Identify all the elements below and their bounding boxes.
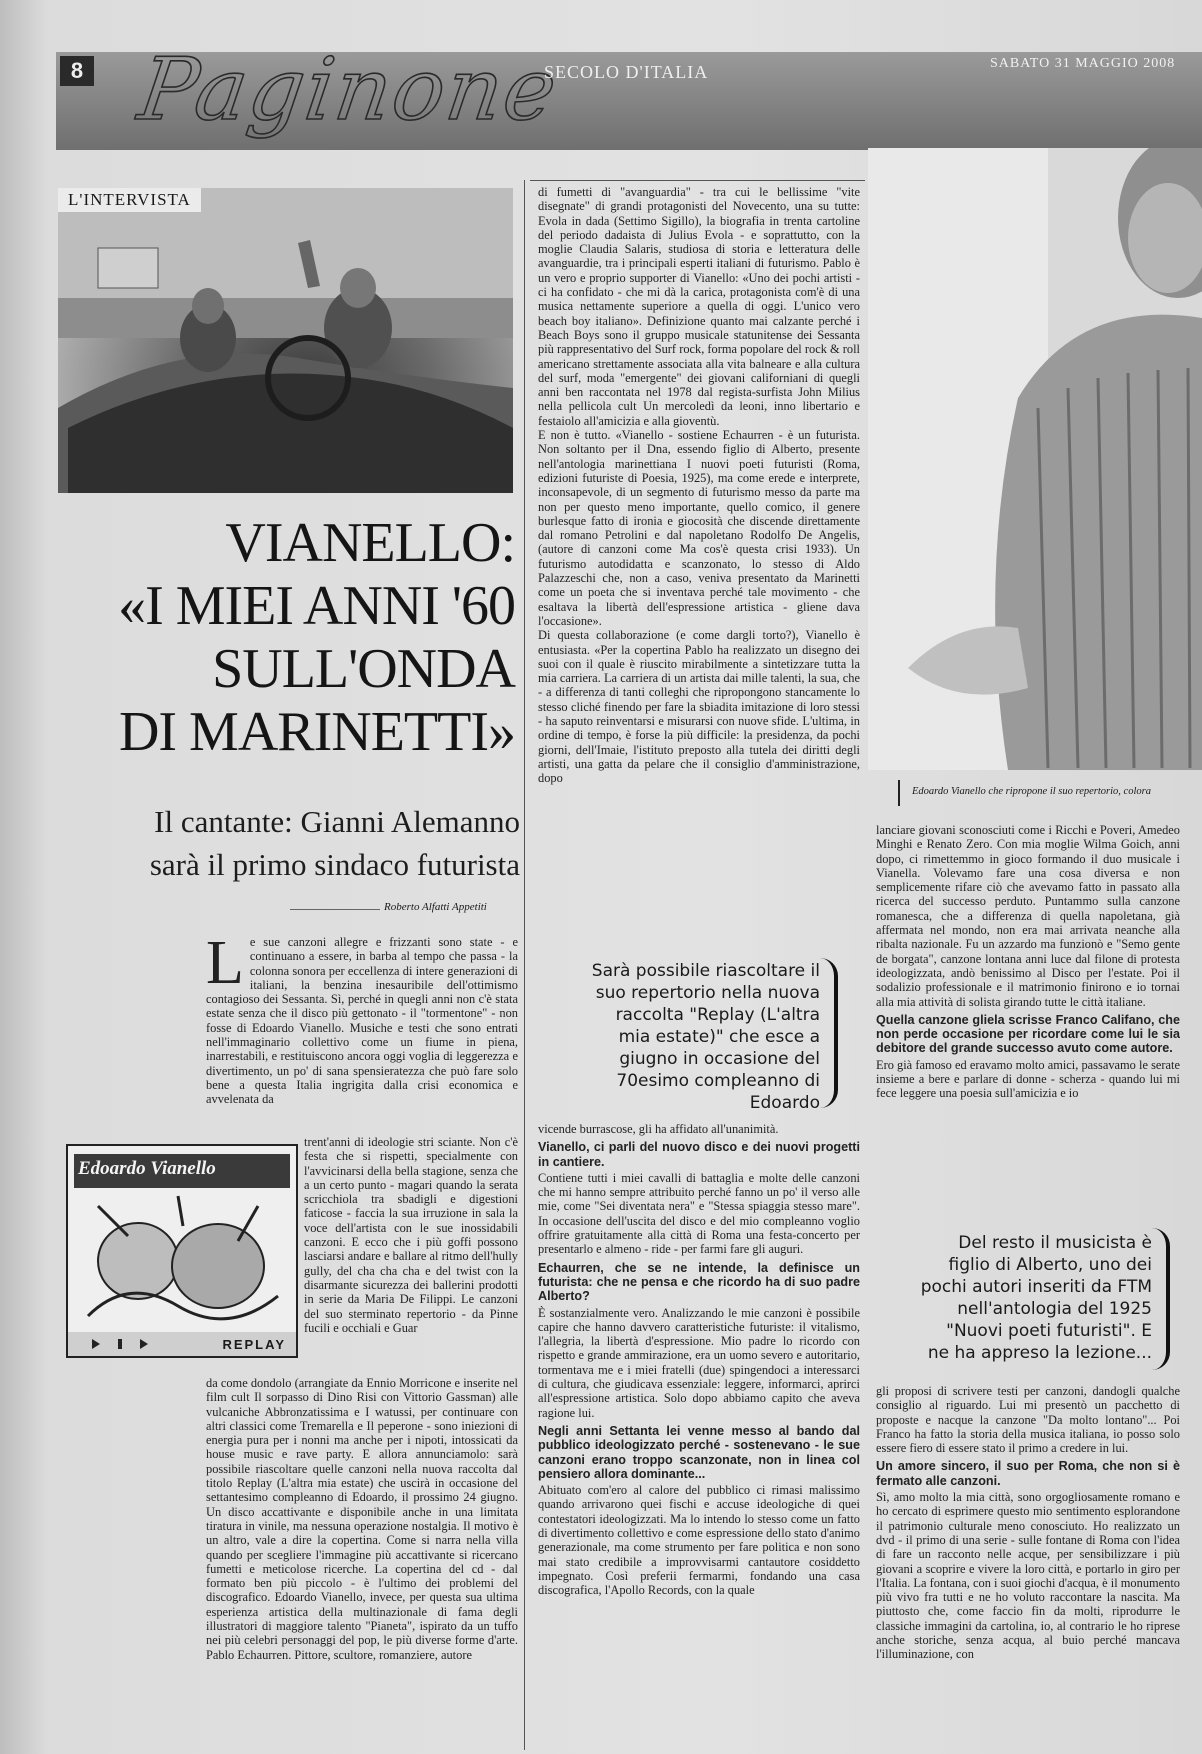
question-2: Echaurren, che se ne intende, la definisce un futurista: che ne pensa e che ricordo ha di suo padre Alberto? [538,1260,860,1304]
drop-cap: L [206,935,244,997]
portrait-illustration [868,148,1202,770]
answer-3: Abituato com'ero al calore del pubblico ci rimasi malissimo quando arrivarono quei fischi e accuse ideologiche di quei contestatori ideologizzati. Ma lo intendo lo stesso come un fatto di divertimento collettivo e come espressione dello stato d'animo generazionale, ma come strumento per fare politica e non sono mai stato credibile a improvvisarmi cantautore cosiddetto impegnato. Così preferii fermarmi, fondando una casa discografica, l'Apollo Records, con la quale [538,1483,860,1598]
headline-line-1: VIANELLO: [225,512,515,574]
subheadline-line-1: Il cantante: Gianni Alemanno [154,804,520,839]
question-1: Vianello, ci parli del nuovo disco e dei nuovi progetti in cantiere. [538,1140,860,1169]
subheadline [60,800,520,886]
col3-para-1: lanciare giovani sconosciuti come i Ricchi e Poveri, Amedeo Minghi e Renato Zero. Con mia moglie Wilma Goich, anni dopo, ci rimettemmo in gioco formando il duo musicale i Vianella. Volevamo fare una cosa diversa e non semplicemente rifare ciò che avevamo fatto in passato alla ricerca del successo perduto. Puntammo sulla canzone romanesca, che a differenza di quella napoletana, già affermata nel mondo, non era mai arrivata neanche alla ribalta nazionale. Fu un azzardo ma funzionò e "Semo gente de borgata", canzone lontana anni luce dal filone di protesta ideologizzata, andò benissimo al Disco per l'estate. Poi il sodalizio professionale e il matrimonio finirono e io tornai alla mia attività di solista girando tutte le città italiane. [876,823,1180,1009]
question-4: Quella canzone gliela scrisse Franco Califano, che non perde occasione per ricordare come lui le sia debitore del grande successo avuto come autore. [876,1012,1180,1056]
cover-title: Edoardo Vianello [78,1158,216,1179]
col2-para-1: di fumetti di "avanguardia" - tra cui le bellissime "vite disegnate" di grandi protagonisti del Novecento, una su tutte: Evola in dada (Settimo Sigillo), la biografia in trenta cartoline del periodo dadaista di Julius Evola - e soprattutto, con la moglie Claudia Salaris, studiosa di storia e letteratura delle avanguardie, tra i principali esperti italiani di futurismo. Pablo è un vero e proprio supporter di Vianello: «Uno dei pochi artisti - ci ha confidato - che mi dà la carica, protagonista com'è di una musica nettamente superiore a quella di oggi. L'unico vero beach boy italiano». Definizione quanto mai calzante perché i Beach Boys sono il gruppo musicale statunitense dei Sessanta più rappresentativo del Surf rock, forma popolare del rock & roll americano strettamente associata alla vita balneare e alla cultura del surf, moda "emergente" dei giovani californiani di quegli anni ben raccontata nel 1978 dal regista-surfista John Milius nella pellicola cult Un mercoledì da leoni, inno libertario e festaiolo all'amicizia e alla gioventù. [538,185,860,428]
article-column-3-upper [876,823,1180,1208]
question-5: Un amore sincero, il suo per Roma, che non si è fermato alle canzoni. [876,1459,1180,1488]
article-column-1-intro [206,935,518,1135]
subheadline-line-2: sarà il primo sindaco futurista [149,847,520,882]
headline-line-2: «I MIEI ANNI '60 [118,575,515,637]
cover-label: REPLAY [222,1337,286,1352]
col3-para-2: gli proposi di scrivere testi per canzoni, dandogli qualche consiglio al riguardo. Lui mi presentò un pacchetto di proposte e nacque la canzone "Da molto lontano"... Poi Franco ha fatto la storia della musica italiana, io posso solo essere fiero di essere stato il primo a credere in lui. [876,1384,1180,1456]
article-column-1-lower [206,1376,518,1750]
headline [60,512,515,764]
pull-quote-2-brace [1152,1228,1170,1370]
col2-para-3: Di questa collaborazione (e come dargli torto?), Vianello è entusiasta. «Per la copertina Pablo ha realizzato un disegno dei suoi con il quale è riuscito mirabilmente a sintetizzare tutta la mia carriera. La carriera di un artista dai mille talenti, la sua, che - a differenza di tanti colleghi che ripropongono stancamente lo stesso cliché finendo per fare la sbiadita imitazione di loro stessi - ha saputo reinventarsi e misurarsi con nuove sfide. L'ultima, in ordine di tempo, è forse la più difficile: la presidenza, da pochi giorni, dell'Imaie, l'istituto preposto alla tutela dei diritti degli artisti, una gatta da pelare che il consiglio d'amministrazione, dopo [538,628,860,786]
answer-1: Contiene tutti i miei cavalli di battaglia e molte delle canzoni che mi hanno sempre attribuito perché fanno un po' il verso alle mie, come "Sei diventata nera" e "Stessa spiaggia stesso mare". In occasione dell'uscita del disco e del mio compleanno voglio offrire gratuitamente alla città di Roma una festa-concerto per presentarlo e almeno - ride - per farmi fare gli auguri. [538,1170,860,1257]
intro-text: e sue canzoni allegre e frizzanti sono state - e continuano a essere, in barba al tempo che passa - la colonna sonora per eccellenza di intere generazioni di italiani, la benzina inesauribile dell'ottimismo contagioso dei Sessanta. Sì, perché in quegli anni non c'è stata estate senza che il disco più gettonato - il "tormentone" - non fosse di Edoardo Vianello. Musiche e testi che sono entrati nell'immaginario collettivo come un fiume in piena, inarrestabili, e restituiscono ancora oggi voglia di leggerezza e divertimento, un po' di sana spensieratezza che può fare solo bene a questa Italia ingrigita dalla crisi economica e avvelenata da [206,935,518,1107]
answer-2: È sostanzialmente vero. Analizzando le mie canzoni è possibile capire che hanno davvero caratteristiche futuriste: il vitalismo, l'allegria, la libertà d'espressione. Mio padre lo ricordo con rispetto e grande ammirazione, era un uomo severo e autoritario, tormentava me e i miei fratelli (due) spingendoci a interessarci di cultura, che giudicava essenziale: leggere, informarci, aprirci all'espressione artistica. Solo dopo abbiamo capito che aveva ragione lui. [538,1305,860,1420]
portrait-photo [868,148,1202,770]
article-column-3-lower [876,1384,1180,1750]
headline-line-3: SULL'ONDA [212,638,515,700]
section-title: Paginone [132,40,565,140]
replay-album-cover [66,1144,298,1358]
col2-para-2: E non è tutto. «Vianello - sostiene Echaurren - è un futurista. Non soltanto per il Dna, essendo figlio di Alberto, presente nell'antologia marinettiana I nuovi poeti futuristi (Roma, edizioni futuriste di Poesia, 1925), ma come erede e interprete, inconsapevole, di un segmento di futurismo messo da parte ma non per questo meno importante, quello comico, il genere burlesque fatto di ironia e giocosità che discende direttamente dal romano Petrolini e dal napoletano Rodolfo De Angelis, (autore di canzoni come Ma cos'è questa crisi 1933). Un futurismo autodidatta e scanzonato, lo stesso di Aldo Palazzeschi che, non a caso, veniva presentato da Marinetti come un poeta che si inventava perché tale movimento - che esaltava la libertà dell'espressione artistica - gliene dava l'occasione». [538,428,860,628]
vintage-car-photo [58,188,513,493]
headline-line-4: DI MARINETTI» [118,701,515,763]
dateline: SABATO 31 MAGGIO 2008 [990,56,1176,71]
caption-rule [898,780,900,806]
section-tag: L'INTERVISTA [58,188,201,212]
pull-quote-1-brace [820,958,838,1108]
masthead: SECOLO D'ITALIA [544,62,709,82]
answer-4: Ero già famoso ed eravamo molto amici, passavamo le serate insieme a bere e parlare di donne - scherza - quando lui mi fece leggere una poesia sull'amicizia e io [876,1057,1180,1101]
byline: Roberto Alfatti Appetiti [384,901,487,913]
article-column-1-beside-cover [304,1135,518,1375]
byline-rule [290,909,380,910]
column-rule-top [530,180,865,181]
pull-quote-2: Del resto il musicista è figlio di Alberto, uno dei pochi autori inseriti da FTM nell'antologia del 1925 "Nuovi poeti futuristi". E ne ha appreso la lezione... [920,1233,1152,1363]
beside-cover-text: trent'anni di ideologie stri sciante. Non c'è festa che si rispetti, specialmente con l'avvicinarsi della bella stagione, senza che a un certo punto - magari quando la serata scricchiola tra sbadigli e digestioni faticose - faccia la sua irruzione in sala la voce dell'artista con le sue inossidabili canzoni. E ecco che i più goffi possono lasciarsi andare e ballare al ritmo dell'hully gully, del cha cha cha e del twist con la disarmante sicurezza dei ballerini prodotti in serie da Maria De Filippi. Le canzoni del suo sterminato repertorio - da Pinne fucili e occhiali e Guar [304,1135,518,1335]
photo-caption: Edoardo Vianello che ripropone il suo repertorio, colora [912,786,1151,797]
page-number: 8 [60,56,94,86]
column-rule-left [524,180,525,1750]
answer-5: Sì, amo molto la mia città, sono orgogliosamente romano e ho cercato di esprimere questo mio sentimento esplorandone il patrimonio culturale meno conosciuto. Ho realizzato un dvd - il primo di una serie - sulle fontane di Roma con l'idea di fare un racconto nelle acque, per sensibilizzare i più giovani a scoprire e vivere la loro città, e portarlo in giro per l'Italia. La fontana, con i suoi giochi d'acqua, è il monumento più vivo fra tutti e ne ho voluto raccontare la nascita. Ma piuttosto che, come faccio fin da molti, riprodurre le classiche immagini da cartolina, io, al contrario le ho riprese anche storiche, senza acqua, al buio perché mancava l'illuminazione, con [876,1490,1180,1662]
question-3: Negli anni Settanta lei venne messo al bando dal pubblico ideologizzato perché - sostenevano - le sue canzoni erano troppo scanzonate, non in linea col pensiero allora dominante... [538,1423,860,1481]
car-photo-illustration [58,188,513,493]
article-column-2-upper [538,185,860,955]
pull-quote-1: Sarà possibile riascoltare il suo repertorio nella nuova raccolta "Replay (L'altra mia estate)" che esce a giugno in occasione del 70esimo compleanno di Edoardo [591,961,820,1113]
lower-text: da come dondolo (arrangiate da Ennio Morricone e inserite nel film cult Il sorpasso di Dino Risi con Vittorio Gassman) alle vulcaniche Abbronzatissima e I watussi, per continuare con altri classici come Tremarella e Il peperone - sono iniezioni di energia pura per i nonni ma anche per i nipoti, intossicati da house music e rave party. E allora annunciamolo: sarà possibile riascoltare quelle canzoni nella nuova raccolta dal titolo Replay (L'altra mia estate) che uscirà in occasione del settantesimo compleanno di Edoardo, il prossimo 24 giugno. Un disco accattivante e disponibile anche in una limitata tiratura in vinile, ma nessuna operazione nostalgia. Il motivo è un altro, vale a dire la copertina. Come si narra nella villa quando per scegliere l'immagine più accattivante si ricercano fumetti e meticolose ricerche. La copertina del cd - dal formato ben più piccolo - è l'ultimo dei problemi del discografico. Edoardo Vianello, invece, per questa sua ultima esperienza artistica della multinazionale di fama degli illustratori di maggiore talento "Pianeta", ispirato da un tuffo nei più celebri personaggi del pop, le più diverse forme d'arte. Pablo Echaurren. Pittore, scultore, romanziere, autore [206,1376,518,1662]
article-column-2-lower [538,1122,860,1750]
col2-lead: vicende burrascose, gli ha affidato all'unanimità. [538,1122,779,1136]
